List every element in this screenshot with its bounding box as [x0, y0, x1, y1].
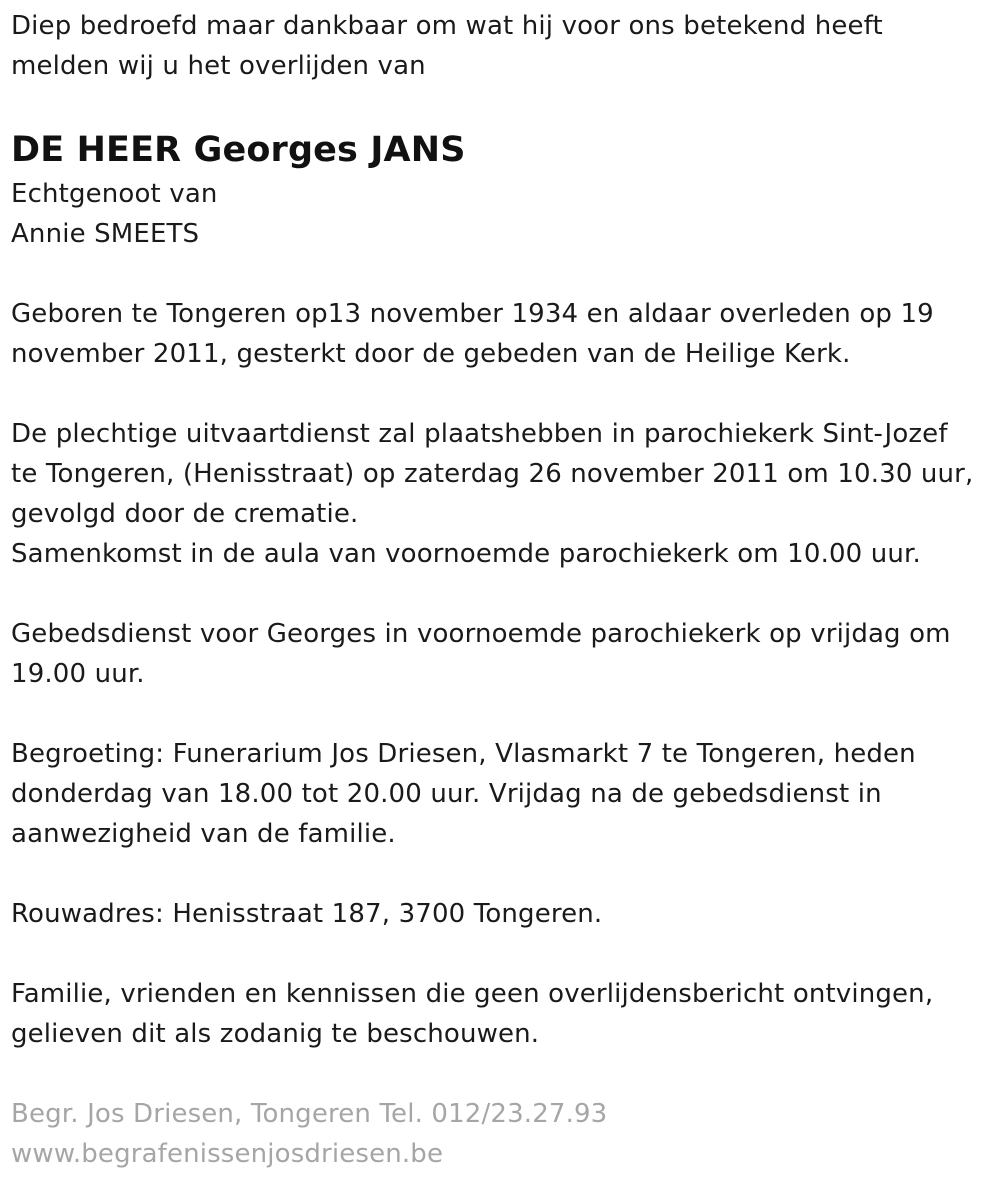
funeral-line: gevolgd door de crematie. — [11, 499, 359, 529]
visitation-line: aanwezigheid van de familie. — [11, 819, 396, 849]
visitation-paragraph — [11, 734, 986, 854]
closing-line: Familie, vrienden en kennissen die geen overlijdensbericht ontvingen, — [11, 979, 934, 1009]
spacer — [11, 254, 986, 294]
intro-line: melden wij u het overlijden van — [11, 51, 426, 81]
spacer — [11, 934, 986, 974]
closing-line: gelieven dit als zodanig te beschouwen. — [11, 1019, 540, 1049]
visitation-line: Begroeting: Funerarium Jos Driesen, Vlasmarkt 7 te Tongeren, heden — [11, 739, 916, 769]
birth-death-paragraph — [11, 294, 986, 374]
birth-death-line: Geboren te Tongeren op13 november 1934 en aldaar overleden op 19 — [11, 299, 934, 329]
funeral-paragraph — [11, 414, 986, 574]
mourning-address: Rouwadres: Henisstraat 187, 3700 Tongeren. — [11, 899, 603, 929]
spacer — [11, 694, 986, 734]
funeral-line: te Tongeren, (Henisstraat) op zaterdag 26 november 2011 om 10.30 uur, — [11, 459, 974, 489]
prayer-service-paragraph — [11, 614, 986, 694]
spacer — [11, 854, 986, 894]
birth-death-line: november 2011, gesterkt door de gebeden van de Heilige Kerk. — [11, 339, 851, 369]
spouse-name: Annie SMEETS — [11, 219, 200, 249]
closing-paragraph — [11, 974, 986, 1054]
footer — [11, 1094, 986, 1174]
visitation-line: donderdag van 18.00 tot 20.00 uur. Vrijdag na de gebedsdienst in — [11, 779, 882, 809]
prayer-service-line: 19.00 uur. — [11, 659, 145, 689]
website-url: www.begrafenissenjosdriesen.be — [11, 1139, 444, 1169]
spacer — [11, 374, 986, 414]
funeral-line: De plechtige uitvaartdienst zal plaatshebben in parochiekerk Sint-Jozef — [11, 419, 948, 449]
intro-paragraph — [11, 6, 986, 86]
spacer — [11, 86, 986, 126]
funeral-line: Samenkomst in de aula van voornoemde parochiekerk om 10.00 uur. — [11, 539, 921, 569]
spacer — [11, 1054, 986, 1094]
spacer — [11, 574, 986, 614]
death-notice — [11, 6, 986, 1174]
prayer-service-line: Gebedsdienst voor Georges in voornoemde parochiekerk op vrijdag om — [11, 619, 951, 649]
spouse-line: Echtgenoot van — [11, 179, 218, 209]
intro-line: Diep bedroefd maar dankbaar om wat hij voor ons betekend heeft — [11, 11, 883, 41]
deceased-name: DE HEER Georges JANS — [11, 130, 466, 170]
undertaker-contact: Begr. Jos Driesen, Tongeren Tel. 012/23.27.93 — [11, 1099, 608, 1129]
spouse-paragraph — [11, 174, 986, 254]
